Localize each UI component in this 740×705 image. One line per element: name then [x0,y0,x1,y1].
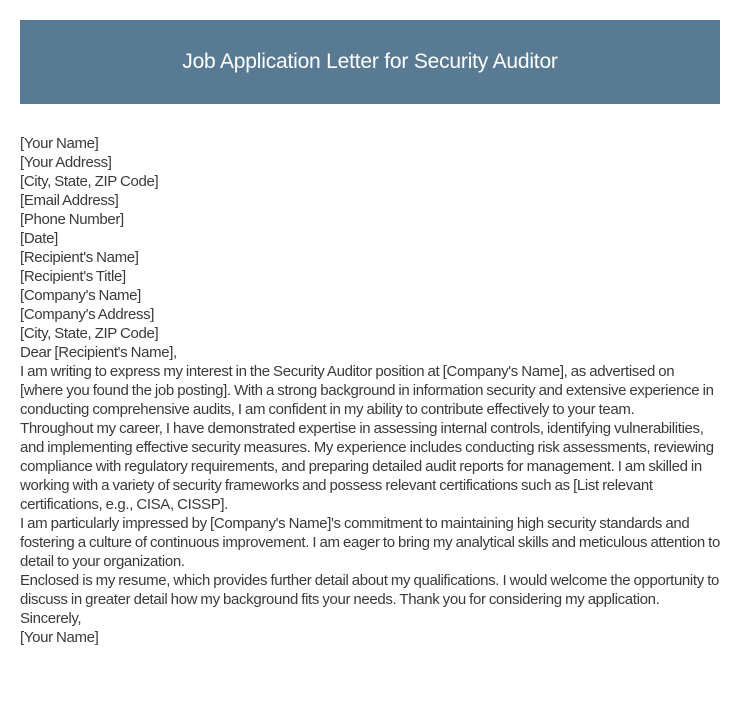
sender-phone: [Phone Number] [20,211,124,228]
recipient-address: [Company's Address] [20,306,155,323]
recipient-title: [Recipient's Title] [20,268,126,285]
salutation: Dear [Recipient's Name], [20,344,177,361]
paragraph-motivation: I am particularly impressed by [Company's Name]'s commitment to maintaining high security standards and fostering a culture of continuous improvement. I am eager to bring my analytical skills and meticulous attention to detail to your organization. [20,515,720,570]
paragraph-intro: I am writing to express my interest in the Security Auditor position at [Company's Name], as advertised on [where you found the job posting]. With a strong background in information security and extensive experience in conducting comprehensive audits, I am confident in my ability to contribute effectively to your team. [20,363,714,418]
page-title: Job Application Letter for Security Auditor [182,50,558,73]
signature: [Your Name] [20,629,99,646]
letter-body [20,134,720,647]
paragraph-experience: Throughout my career, I have demonstrated expertise in assessing internal controls, identifying vulnerabilities, and implementing effective security measures. My experience includes conducting risk assessments, reviewing compliance with regulatory requirements, and preparing detailed audit reports for management. I am skilled in working with a variety of security frameworks and possess relevant certifications such as [List relevant certifications, e.g., CISA, CISSP]. [20,420,714,513]
recipient-city-state-zip: [City, State, ZIP Code] [20,325,159,342]
sender-address: [Your Address] [20,154,112,171]
recipient-company: [Company's Name] [20,287,141,304]
paragraph-closing: Enclosed is my resume, which provides further detail about my qualifications. I would welcome the opportunity to discuss in greater detail how my background fits your needs. Thank you for considering my application. [20,572,719,608]
closing: Sincerely, [20,610,82,627]
letter-date: [Date] [20,230,58,247]
recipient-name: [Recipient's Name] [20,249,139,266]
title-banner [20,20,720,104]
sender-name: [Your Name] [20,135,99,152]
sender-city-state-zip: [City, State, ZIP Code] [20,173,159,190]
sender-email: [Email Address] [20,192,119,209]
